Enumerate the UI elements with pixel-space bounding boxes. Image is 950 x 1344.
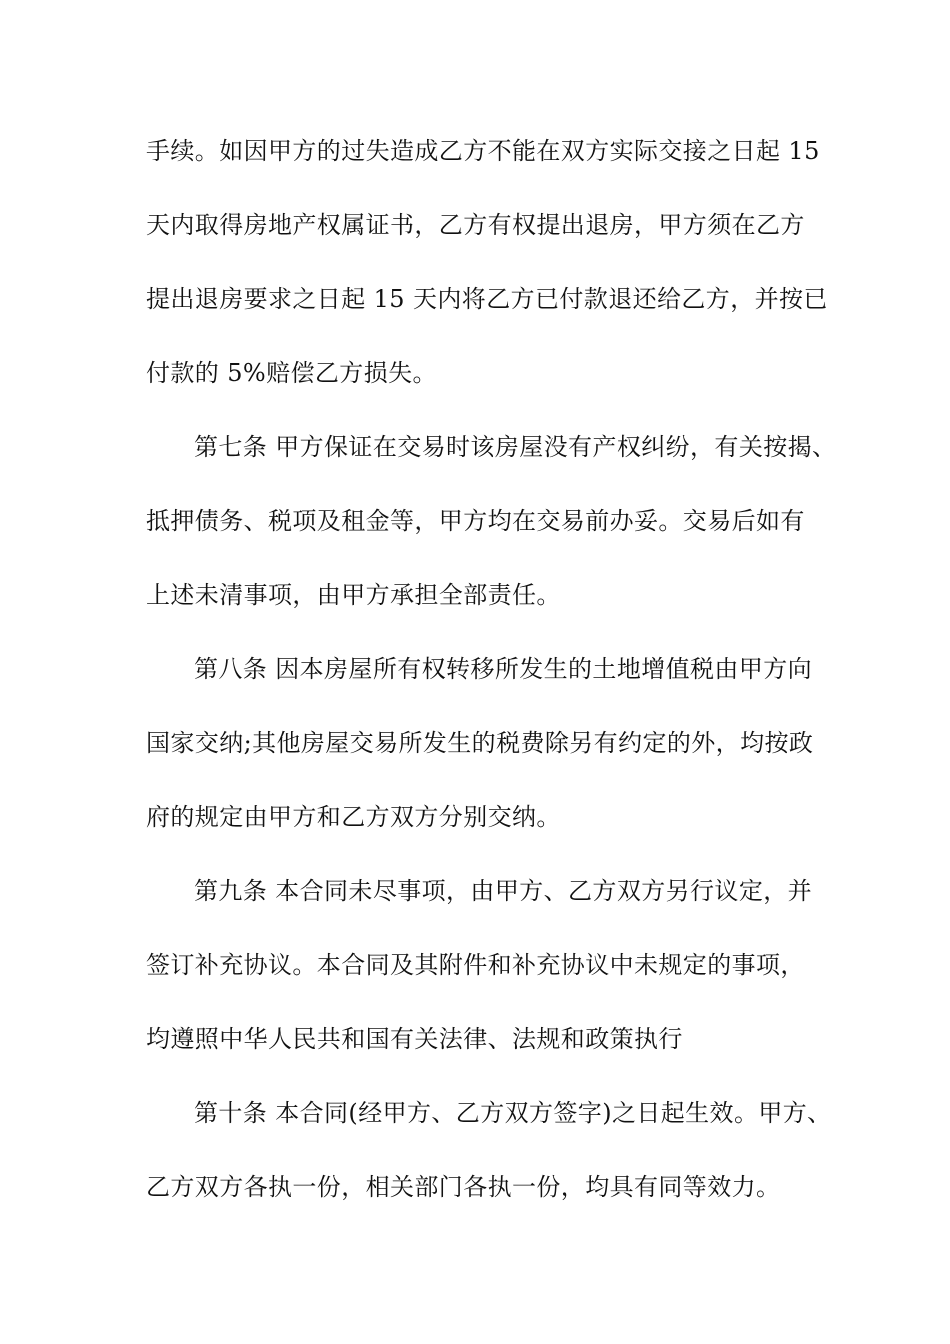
text-line: 手续。如因甲方的过失造成乙方不能在双方实际交接之日起 15 xyxy=(146,137,820,165)
article-7-heading-line: 第七条 甲方保证在交易时该房屋没有产权纠纷，有关按揭、 xyxy=(194,433,837,461)
text-line: 抵押债务、税项及租金等，甲方均在交易前办妥。交易后如有 xyxy=(146,507,805,535)
text-line: 签订补充协议。本合同及其附件和补充协议中未规定的事项， xyxy=(146,951,805,979)
text-line: 均遵照中华人民共和国有关法律、法规和政策执行 xyxy=(146,1025,683,1053)
article-8-heading-line: 第八条 因本房屋所有权转移所发生的土地增值税由甲方向 xyxy=(194,655,813,683)
text-line: 国家交纳;其他房屋交易所发生的税费除另有约定的外，均按政 xyxy=(146,729,814,757)
article-9-heading-line: 第九条 本合同未尽事项，由甲方、乙方双方另行议定，并 xyxy=(194,877,813,905)
text-line: 府的规定由甲方和乙方双方分别交纳。 xyxy=(146,803,561,831)
article-10-heading-line: 第十条 本合同(经甲方、乙方双方签字)之日起生效。甲方、 xyxy=(194,1099,832,1127)
text-line: 天内取得房地产权属证书，乙方有权提出退房，甲方须在乙方 xyxy=(146,211,805,239)
text-line: 提出退房要求之日起 15 天内将乙方已付款退还给乙方，并按已 xyxy=(146,285,828,313)
text-line: 上述未清事项，由甲方承担全部责任。 xyxy=(146,581,561,609)
text-line: 付款的 5%赔偿乙方损失。 xyxy=(146,359,437,387)
text-line: 乙方双方各执一份，相关部门各执一份，均具有同等效力。 xyxy=(146,1173,781,1201)
